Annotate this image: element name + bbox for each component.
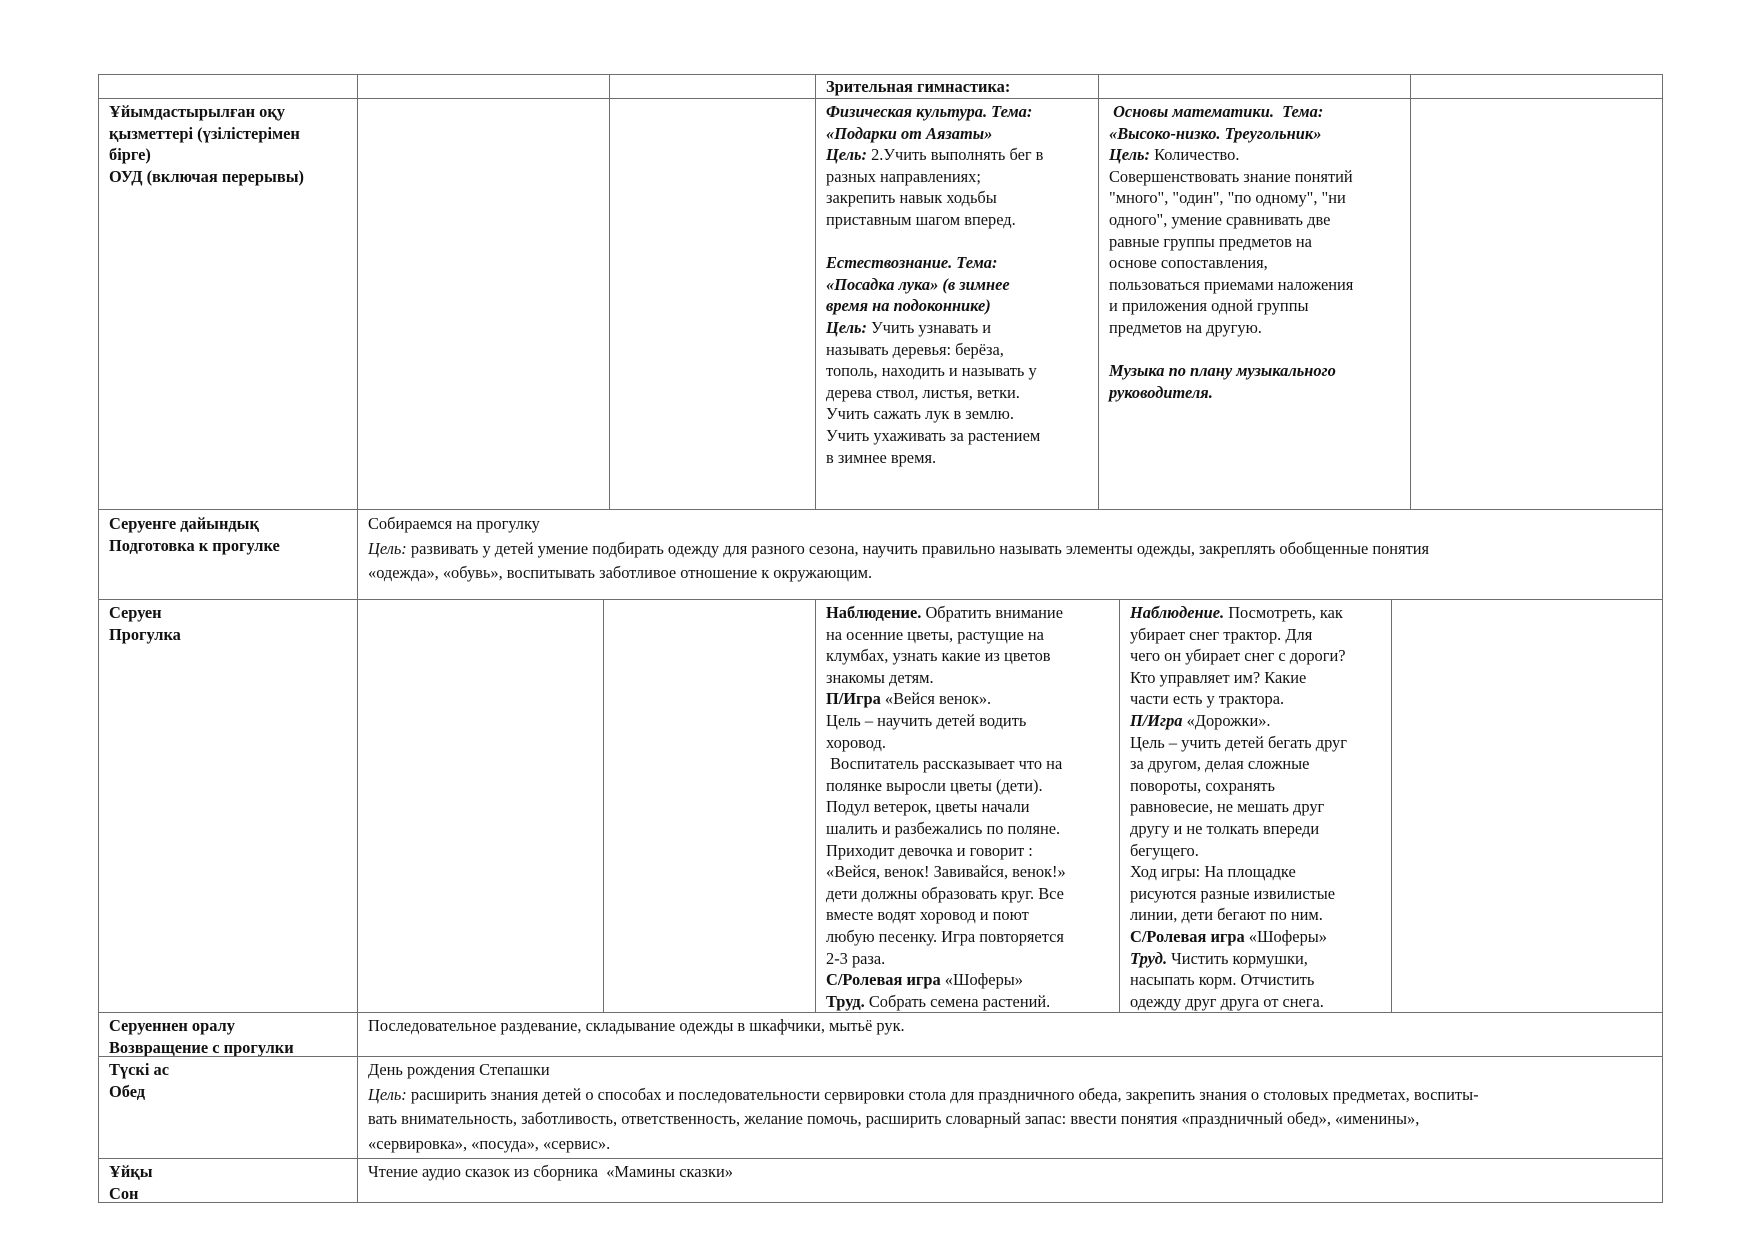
prep-label-cell: Серуенге дайындық Подготовка к прогулке xyxy=(98,509,358,600)
row-top-c5 xyxy=(1098,74,1411,99)
return-content-cell: Последовательное раздевание, складывание одежды в шкафчики, мытьё рук. xyxy=(357,1012,1663,1057)
sleep-label-cell: Ұйқы Сон xyxy=(98,1158,358,1203)
oud-c2 xyxy=(357,98,610,510)
prep-content-cell: Собираемся на прогулку Цель: развивать у детей умение подбирать одежду для разного сезона, научить правильно называть элементы одежды, закреплять обобщенные понятия «одежда», «обувь», воспитывать заботливое отношение к окружающим. xyxy=(357,509,1663,600)
lunch-content-cell: День рождения Степашки Цель: расширить знания детей о способах и последовательности сервировки стола для праздничного обеда, закрепить знания о столовых предметах, воспиты- вать внимательность, заботливость, ответственность, желание помочь, расширить словарный запас: ввести понятия «праздничный обед», «именины», «сервировка», «посуда», «сервис». xyxy=(357,1056,1663,1159)
walk-c3 xyxy=(603,599,816,1013)
walk-c5: Наблюдение. Посмотреть, как убирает снег трактор. Для чего он убирает снег с дороги? Кто управляет им? Какие части есть у трактора. П/Игра «Дорожки». Цель – учить детей бегать друг за другом, делая сложные повороты, сохранять равновесие, не мешать друг другу и не толкать впереди бегущего. Ход игры: На площадке рисуются разные извилистые линии, дети бегают по ним. С/Ролевая игра «Шоферы» Труд. Чистить кормушки, насыпать корм. Отчистить одежду друг друга от снега. xyxy=(1119,599,1392,1013)
sleep-content-cell: Чтение аудио сказок из сборника «Мамины сказки» xyxy=(357,1158,1663,1203)
row-top-c6 xyxy=(1410,74,1663,99)
walk-c4: Наблюдение. Обратить внимание на осенние цветы, растущие на клумбах, узнать какие из цветов знакомы детям. П/Игра «Вейся венок». Цель – научить детей водить хоровод. Воспитатель рассказывает что на полянке выросли цветы (дети). Подул ветерок, цветы начали шалить и разбежались по поляне. Приходит девочка и говорит : «Вейся, венок! Завивайся, венок!» дети должны образовать круг. Все вместе водят хоровод и поют любую песенку. Игра повторяется 2-3 раза. С/Ролевая игра «Шоферы» Труд. Собрать семена растений. xyxy=(815,599,1120,1013)
oud-c5: Основы математики. Тема: «Высоко-низко. Треугольник» Цель: Количество. Совершенствовать знание понятий "много", "один", "по одному", "ни одного", умение сравнивать две равные группы предметов на основе сопоставления, пользоваться приемами наложения и приложения одной группы предметов на другую. Музыка по плану музыкального руководителя. xyxy=(1098,98,1411,510)
oud-c6 xyxy=(1410,98,1663,510)
oud-c4: Физическая культура. Тема: «Подарки от Аязаты» Цель: 2.Учить выполнять бег в разных направлениях; закрепить навык ходьбы приставным шагом вперед. Естествознание. Тема: «Посадка лука» (в зимнее время на подоконнике) Цель: Учить узнавать и называть деревья: берёза, тополь, находить и называть у дерева ствол, листья, ветки. Учить сажать лук в землю. Учить ухаживать за растением в зимнее время. xyxy=(815,98,1099,510)
return-label-cell: Серуеннен оралу Возвращение с прогулки xyxy=(98,1012,358,1057)
row-top-c2 xyxy=(357,74,610,99)
oud-c3 xyxy=(609,98,816,510)
walk-label-cell: Серуен Прогулка xyxy=(98,599,358,1013)
lunch-label-cell: Түскі ас Обед xyxy=(98,1056,358,1159)
oud-label-cell: Ұйымдастырылған оқу қызметтері (үзілістерімен бірге) ОУД (включая перерывы) xyxy=(98,98,358,510)
row-top-c3 xyxy=(609,74,816,99)
row-top-c4: Зрительная гимнастика: xyxy=(815,74,1099,99)
walk-c2 xyxy=(357,599,604,1013)
walk-c6 xyxy=(1391,599,1663,1013)
row-top-c1 xyxy=(98,74,358,99)
